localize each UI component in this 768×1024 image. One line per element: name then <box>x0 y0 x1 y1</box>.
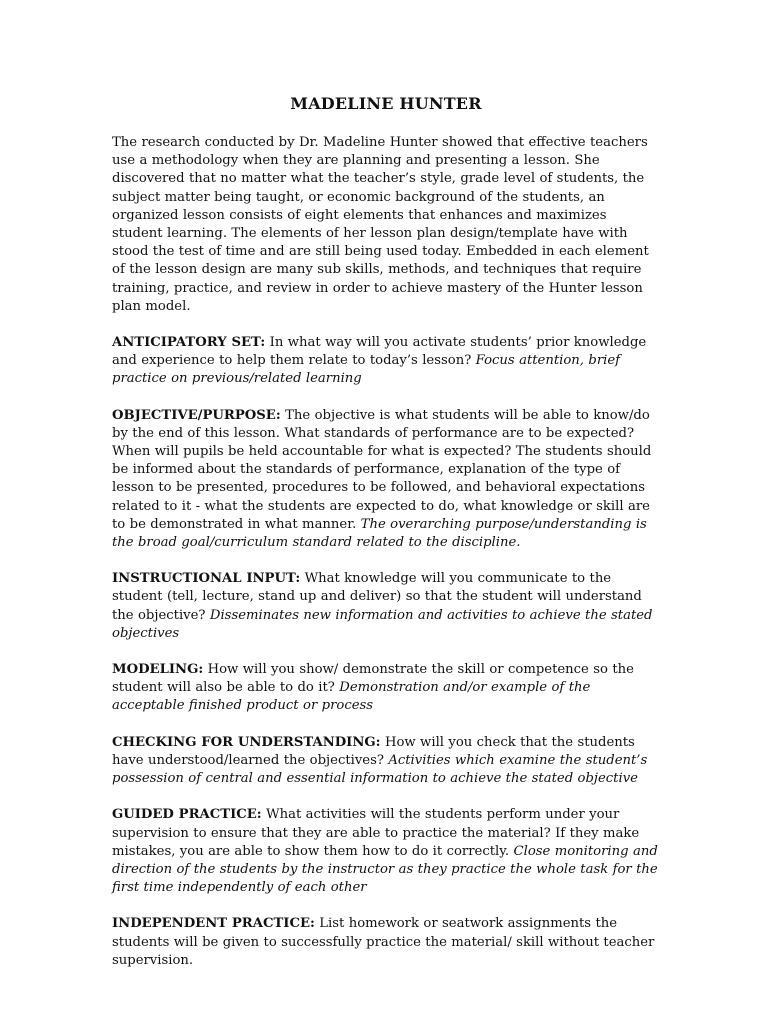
section-italic-note: The overarching purpose/understanding is the broad goal/curriculum standard related to the discipline. <box>112 516 647 551</box>
section-independent-practice <box>112 915 660 970</box>
section-italic-note: Close monitoring and direction of the students by the instructor as they practice the whole task for the first time independently of each other <box>112 843 658 896</box>
section-objective-purpose <box>112 407 660 553</box>
section-italic-note: Disseminates new information and activities to achieve the stated objectives <box>112 607 653 641</box>
section-text: How will you show/ demonstrate the skill or competence so the student will also be able to do it? <box>112 662 634 696</box>
section-italic-note: Focus attention, brief practice on previous/related learning <box>112 353 621 387</box>
section-text: List homework or seatwork assignments the students will be given to successfully practice the material/ skill without teacher supervision. <box>112 916 655 968</box>
section-modeling <box>112 661 660 716</box>
section-heading: MODELING: <box>112 662 204 678</box>
section-guided-practice <box>112 806 660 897</box>
section-italic-note: Activities which examine the student’s possession of central and essential information to achieve the stated objective <box>112 752 648 787</box>
intro-paragraph: The research conducted by Dr. Madeline Hunter showed that effective teachers use a methodology when they are planning and presenting a lesson. She discovered that no matter what the teacher’s style, grade level of students, the subject matter being taught, or economic background of the students, an organized lesson consists of eight elements that enhances and maximizes student learning. The elements of her lesson plan design/template have with stood the test of time and are still being used today. Embedded in each element of the lesson design are many sub skills, methods, and techniques that require training, practice, and review in order to achieve mastery of the Hunter lesson plan model. <box>112 135 649 314</box>
section-heading: CHECKING FOR UNDERSTANDING: <box>112 734 381 750</box>
section-heading: OBJECTIVE/PURPOSE: <box>112 407 281 423</box>
section-heading: ANTICIPATORY SET: <box>112 335 266 351</box>
section-checking-for-understanding <box>112 734 660 789</box>
section-instructional-input <box>112 570 660 643</box>
section-text: In what way will you activate students’ prior knowledge and experience to help them relate to today’s lesson? <box>112 335 647 369</box>
section-anticipatory-set <box>112 334 660 389</box>
section-heading: INSTRUCTIONAL INPUT: <box>112 571 301 587</box>
document-title: MADELINE HUNTER <box>290 94 482 113</box>
section-heading: GUIDED PRACTICE: <box>112 807 262 823</box>
document-page <box>112 94 660 988</box>
section-heading: INDEPENDENT PRACTICE: <box>112 916 315 932</box>
section-text: What knowledge will you communicate to the student (tell, lecture, stand up and deliver) so that the student will understand the objective? <box>112 571 642 623</box>
section-text: The objective is what students will be able to know/do by the end of this lesson. What standards of performance are to be expected? When will pupils be held accountable for what is expected? The students should be informed about the standards of performance, explanation of the type of lesson to be presented, procedures to be followed, and behavioral expectations related to it - what the students are expected to do, what knowledge or skill are to be demonstrated in what manner. <box>112 407 652 532</box>
section-text: What activities will the students perform under your supervision to ensure that they are able to practice the material? If they make mistakes, you are able to show them how to do it correctly. <box>112 807 640 859</box>
section-italic-note: Demonstration and/or example of the acceptable finished product or process <box>112 680 591 714</box>
section-text: How will you check that the students have understood/learned the objectives? <box>112 734 635 768</box>
